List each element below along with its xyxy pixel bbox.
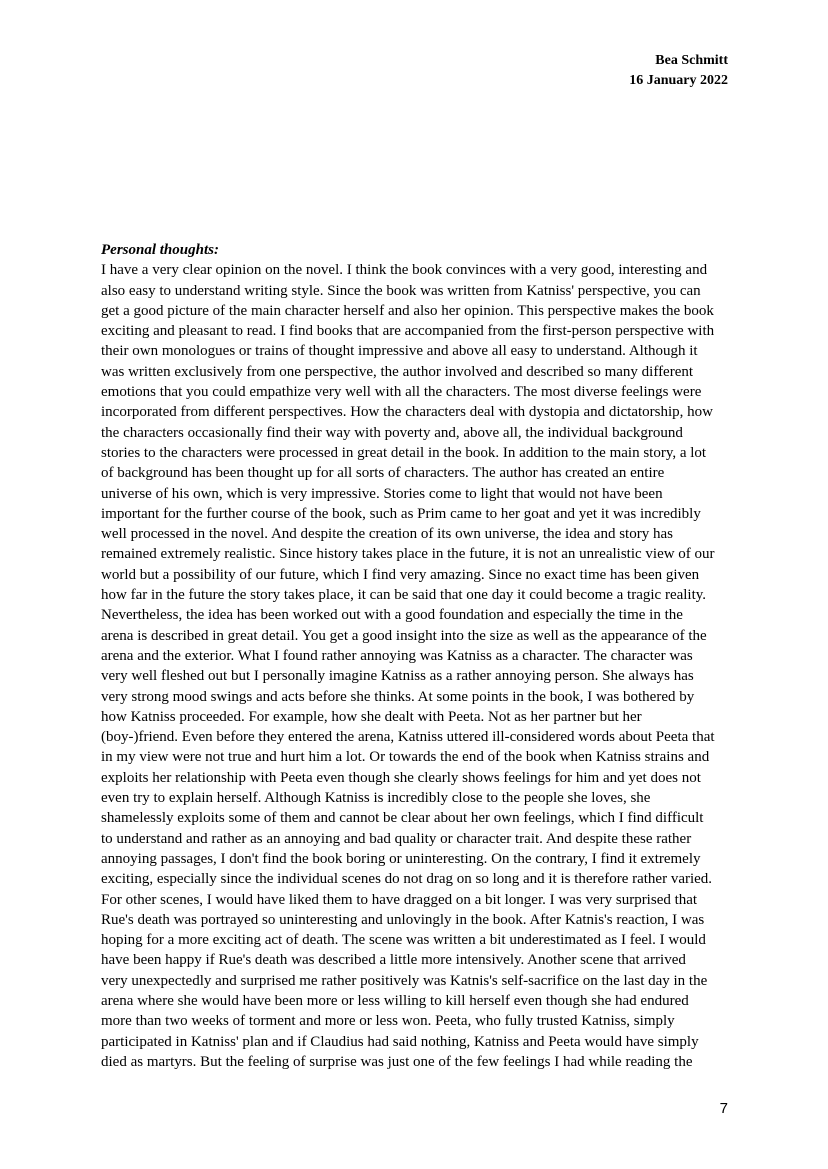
text-line: (boy-)friend. Even before they entered the arena, Katniss uttered ill-considered words about Peeta that [101, 729, 715, 746]
text-line: participated in Katniss' plan and if Claudius had said nothing, Katniss and Peeta would have simply [101, 1033, 699, 1050]
text-line: very strong mood swings and acts before she thinks. At some points in the book, I was bothered by [101, 688, 695, 705]
text-line: of background has been thought up for all sorts of characters. The author has created an entire [101, 465, 665, 482]
page-number: 7 [719, 1100, 728, 1117]
text-line: was written exclusively from one perspective, the author involved and described so many different [101, 363, 694, 380]
text-line: very unexpectedly and surprised me rather positively was Katnis's self-sacrifice on the last day in the [101, 972, 708, 989]
text-line: stories to the characters were processed in great detail in the book. In addition to the main story, a lot [101, 444, 707, 461]
text-line: exciting and pleasant to read. I find books that are accompanied from the first-person perspective with [101, 323, 715, 340]
text-line: arena and the exterior. What I found rather annoying was Katniss as a character. The character was [101, 647, 693, 664]
text-line: to understand and rather as an annoying and bad quality or character trait. And despite these rather [101, 830, 692, 847]
text-line: get a good picture of the main character herself and also her opinion. This perspective makes the book [101, 302, 714, 319]
text-line: For other scenes, I would have liked them to have dragged on a bit longer. I was very surprised that [101, 891, 698, 908]
text-line: universe of his own, which is very impressive. Stories come to light that would not have been [101, 485, 663, 502]
text-line: Nevertheless, the idea has been worked out with a good foundation and especially the time in the [101, 607, 683, 624]
text-line: how Katniss proceeded. For example, how she dealt with Peeta. Not as her partner but her [101, 708, 642, 725]
document-body [101, 240, 731, 1072]
text-line: I have a very clear opinion on the novel. I think the book convinces with a very good, interesting and [101, 262, 708, 279]
author-name: Bea Schmitt [655, 53, 728, 68]
text-line: incorporated from different perspectives. How the characters deal with dystopia and dictatorship, how [101, 404, 714, 421]
text-line: shamelessly exploits some of them and cannot be clear about her own feelings, which I find difficult [101, 810, 704, 827]
text-line: exploits her relationship with Peeta even though she clearly shows feelings for him and yet does not [101, 769, 701, 786]
text-line: annoying passages, I don't find the book boring or uninteresting. On the contrary, I find it extremely [101, 850, 701, 867]
text-line: very well fleshed out but I personally imagine Katniss as a rather annoying person. She always has [101, 668, 694, 685]
text-line: died as martyrs. But the feeling of surprise was just one of the few feelings I had while reading the [101, 1053, 693, 1070]
text-line: arena where she would have been more or less willing to kill herself even though she had endured [101, 992, 689, 1009]
text-line: world but a possibility of our future, which I find very amazing. Since no exact time has been given [101, 566, 700, 583]
text-line: important for the further course of the book, such as Prim came to her goat and yet it was incredibly [101, 505, 701, 522]
document-header [629, 51, 728, 91]
text-line: arena is described in great detail. You get a good insight into the size as well as the appearance of the [101, 627, 707, 644]
text-line: how far in the future the story takes place, it can be said that one day it could become a tragic reality. [101, 587, 707, 604]
text-line: remained extremely realistic. Since history takes place in the future, it is not an unrealistic view of our [101, 546, 715, 563]
text-line: their own monologues or trains of thought impressive and above all easy to understand. Although it [101, 343, 698, 360]
section-heading: Personal thoughts: [101, 242, 219, 258]
text-line: Rue's death was portrayed so uninteresting and unlovingly in the book. After Katnis's reaction, I was [101, 911, 705, 928]
text-line: in my view were not true and hurt him a lot. Or towards the end of the book when Katniss strains and [101, 749, 710, 766]
text-line: hoping for a more exciting act of death. The scene was written a bit underestimated as I feel. I would [101, 932, 706, 949]
text-line: the characters occasionally find their way with poverty and, above all, the individual background [101, 424, 683, 441]
text-line: emotions that you could empathize very well with all the characters. The most diverse feelings were [101, 384, 702, 401]
text-line: exciting, especially since the individual scenes do not drag on so long and it is therefore rather varied. [101, 871, 713, 888]
body-paragraph [101, 260, 731, 1072]
document-date: 16 January 2022 [629, 73, 728, 88]
text-line: also easy to understand writing style. Since the book was written from Katniss' perspective, you can [101, 282, 701, 299]
text-line: have been happy if Rue's death was described a little more intensively. Another scene that arrived [101, 952, 686, 969]
text-line: even try to explain herself. Although Katniss is incredibly close to the people she loves, she [101, 790, 651, 807]
text-line: well processed in the novel. And despite the creation of its own universe, the idea and story has [101, 526, 673, 543]
text-line: more than two weeks of torment and more or less won. Peeta, who fully trusted Katniss, simply [101, 1013, 675, 1030]
